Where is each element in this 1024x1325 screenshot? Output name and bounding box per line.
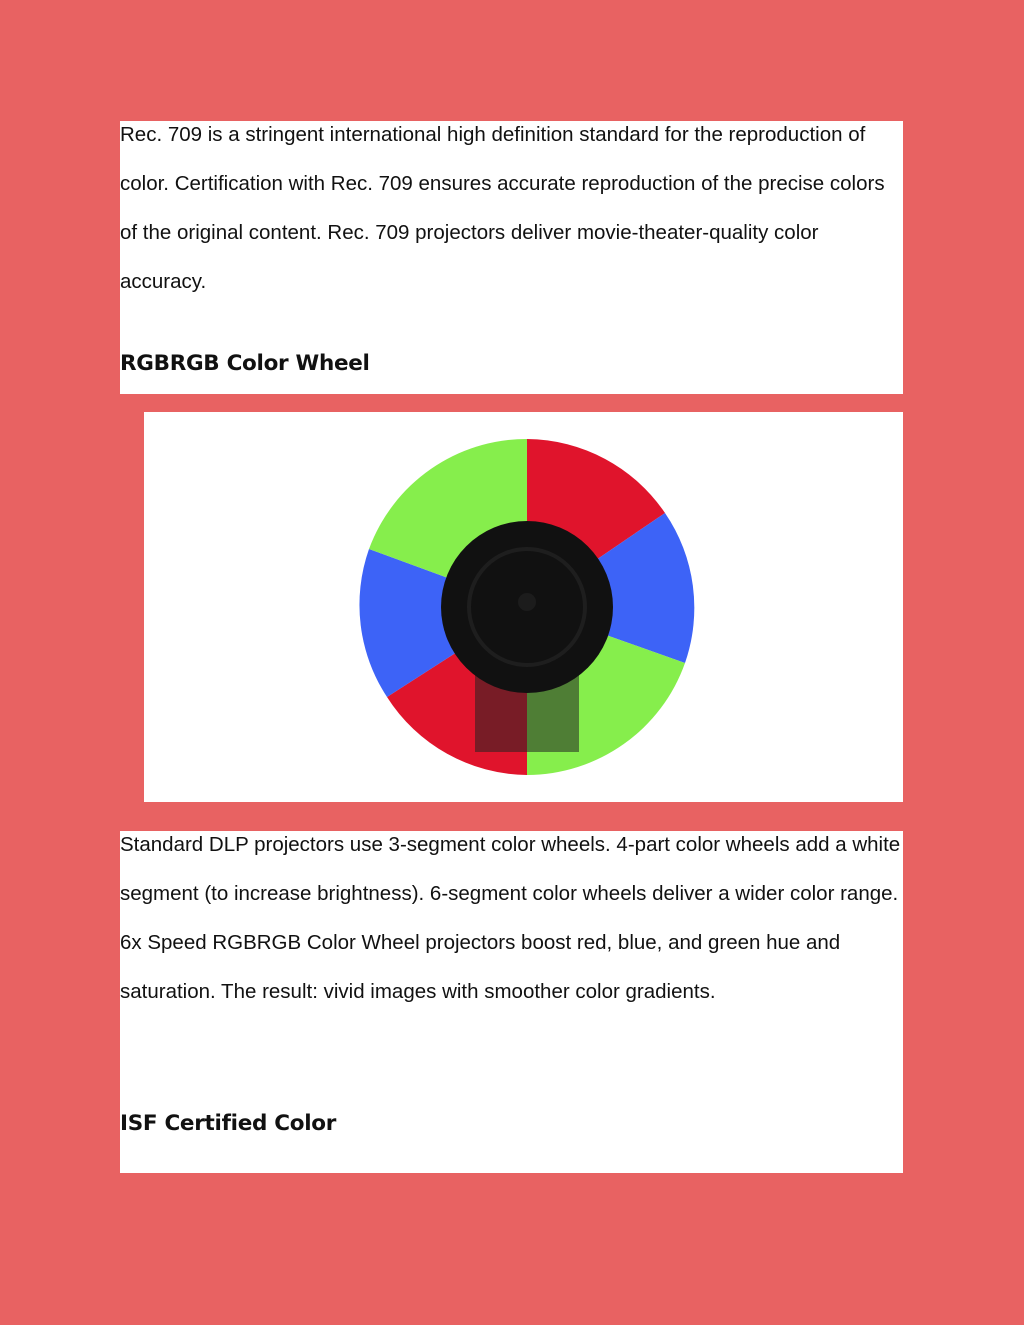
color-wheel <box>359 439 694 775</box>
rec709-paragraph: Rec. 709 is a stringent international high definition standard for the reproduction of color. Certification with Rec. 709 ensures accurate reproduction of the precise colors of the original content. Rec. 709 projectors deliver movie-theater-quality color accuracy. <box>120 123 885 293</box>
isf-heading: ISF Certified Color <box>120 1111 337 1136</box>
wheel-hub-center <box>518 593 536 611</box>
dlp-paragraph: Standard DLP projectors use 3-segment color wheels. 4-part color wheels add a white segment (to increase brightness). 6-segment color wheels deliver a wider color range. 6x Speed RGBRGB Color Wheel projectors boost red, blue, and green hue and saturation. The result: vivid images with smoother color gradients. <box>120 833 901 1003</box>
color-wheel-illustration <box>144 412 903 802</box>
color-wheel-image <box>144 412 903 802</box>
rgbrgb-heading: RGBRGB Color Wheel <box>120 351 370 376</box>
